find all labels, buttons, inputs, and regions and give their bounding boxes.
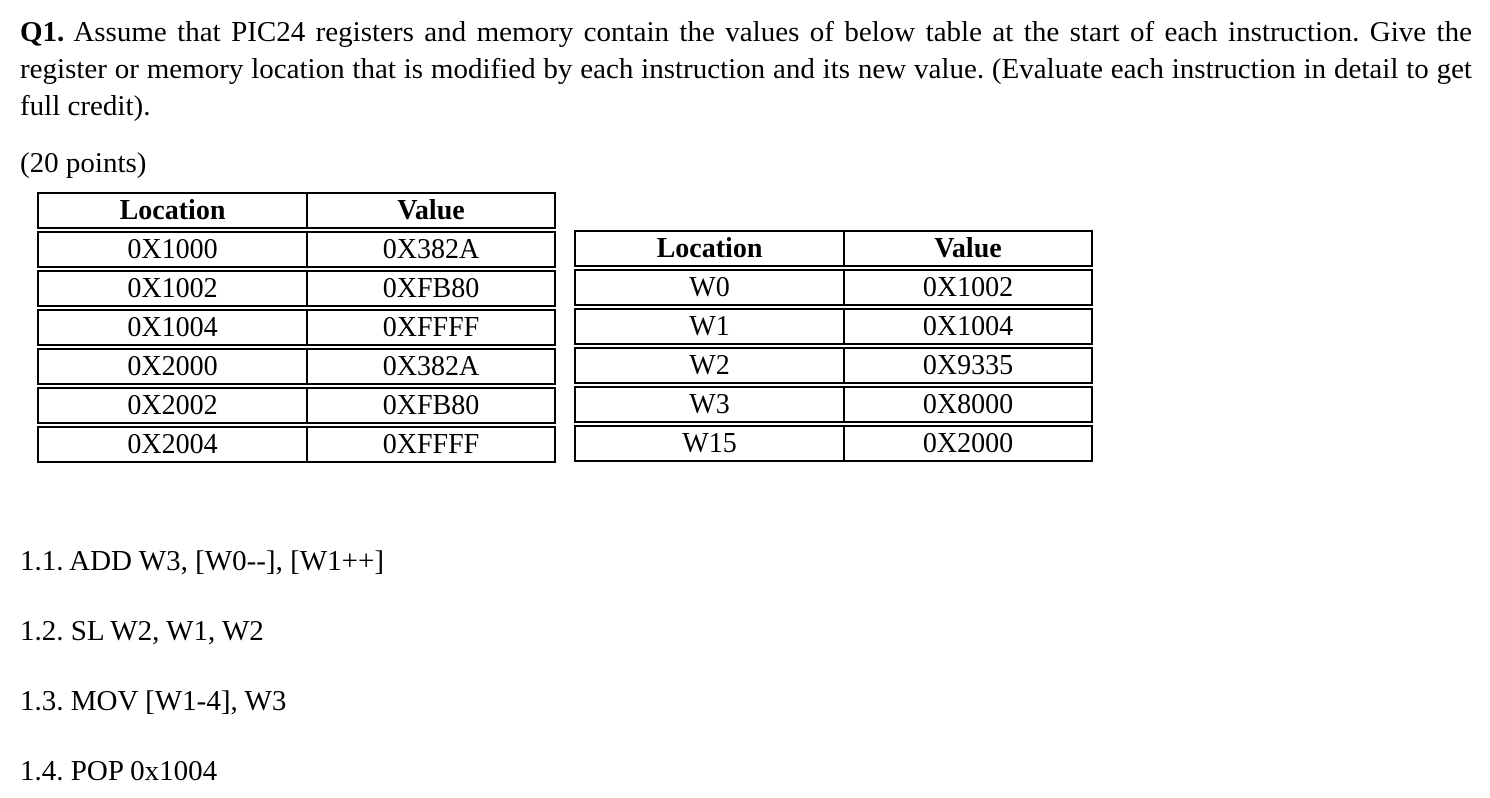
table-row xyxy=(574,386,1093,423)
table-row xyxy=(37,231,556,268)
table-row xyxy=(574,425,1093,462)
register-name-cell: W3 xyxy=(574,386,845,423)
table-row xyxy=(37,426,556,463)
memory-location-cell: 0X2002 xyxy=(37,387,308,424)
question-body: Assume that PIC24 registers and memory contain the values of below table at the start of each instruction. Give the register or memory location that is modified by each instruction and its new value. (Evaluate each instruction in detail to get full credit). xyxy=(20,16,1472,122)
memory-location-cell: 0X1000 xyxy=(37,231,308,268)
instruction-line-1: 1.1. ADD W3, [W0--], [W1++] xyxy=(20,545,384,577)
register-name-cell: W15 xyxy=(574,425,845,462)
memory-location-cell: 0X2004 xyxy=(37,426,308,463)
register-value-header: Value xyxy=(845,230,1093,267)
memory-value-cell: 0XFFFF xyxy=(308,309,556,346)
points-label: (20 points) xyxy=(20,147,147,179)
memory-value-cell: 0XFB80 xyxy=(308,270,556,307)
question-number: Q1. xyxy=(20,16,65,48)
tables-row xyxy=(37,190,1472,465)
register-value-cell: 0X1004 xyxy=(845,308,1093,345)
table-row xyxy=(574,347,1093,384)
memory-value-cell: 0XFB80 xyxy=(308,387,556,424)
question-text xyxy=(20,14,1472,125)
register-name-cell: W0 xyxy=(574,269,845,306)
instruction-line-3: 1.3. MOV [W1-4], W3 xyxy=(20,685,287,717)
memory-location-header: Location xyxy=(37,192,308,229)
memory-value-header: Value xyxy=(308,192,556,229)
register-location-header: Location xyxy=(574,230,845,267)
register-name-cell: W1 xyxy=(574,308,845,345)
register-table-header-row xyxy=(574,230,1093,267)
register-name-cell: W2 xyxy=(574,347,845,384)
memory-value-cell: 0X382A xyxy=(308,348,556,385)
instruction-line-2: 1.2. SL W2, W1, W2 xyxy=(20,615,264,647)
table-row xyxy=(37,387,556,424)
register-value-cell: 0X9335 xyxy=(845,347,1093,384)
instructions-list xyxy=(20,543,1472,790)
table-row xyxy=(574,269,1093,306)
instruction-line-4: 1.4. POP 0x1004 xyxy=(20,755,218,787)
memory-table-header-row xyxy=(37,192,556,229)
table-row xyxy=(37,270,556,307)
memory-value-cell: 0X382A xyxy=(308,231,556,268)
memory-location-cell: 0X2000 xyxy=(37,348,308,385)
table-row xyxy=(574,308,1093,345)
register-value-cell: 0X8000 xyxy=(845,386,1093,423)
memory-location-cell: 0X1004 xyxy=(37,309,308,346)
memory-location-cell: 0X1002 xyxy=(37,270,308,307)
memory-value-cell: 0XFFFF xyxy=(308,426,556,463)
table-row xyxy=(37,348,556,385)
register-value-cell: 0X1002 xyxy=(845,269,1093,306)
table-row xyxy=(37,309,556,346)
register-value-cell: 0X2000 xyxy=(845,425,1093,462)
memory-table xyxy=(37,190,556,465)
register-table xyxy=(574,228,1093,464)
